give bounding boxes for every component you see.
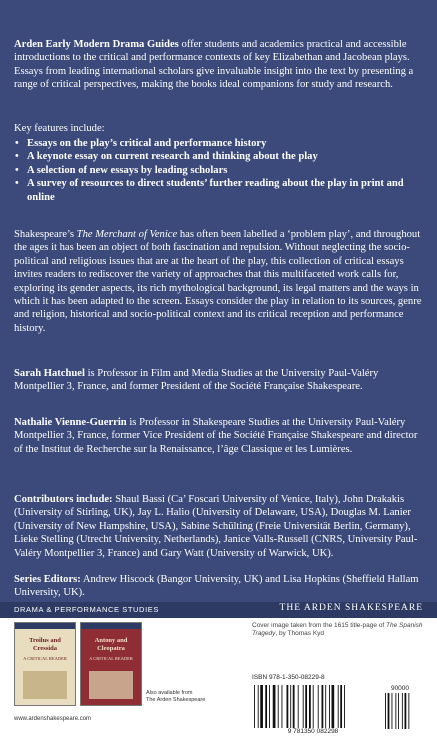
book-band — [15, 623, 75, 629]
intro-paragraph — [14, 38, 426, 92]
book-title: Antony and Cleopatra — [94, 637, 128, 652]
credit-text-after: , by Thomas Kyd — [275, 630, 325, 637]
author-bio-text: is Professor in Film and Media Studies at the University Paul-Valéry Montpellier 3, France, and former President of the Société Française Shakespeare. — [14, 368, 379, 393]
features-list — [14, 137, 426, 204]
credit-text-before: Cover image taken from the 1615 title-page of — [252, 622, 387, 629]
publisher-name: THE ARDEN SHAKESPEARE — [279, 603, 423, 613]
features-heading-text: Key features include: — [14, 123, 105, 134]
feature-item — [14, 177, 426, 204]
feature-text: A keynote essay on current research and thinking about the play — [27, 151, 318, 163]
also-available-line1: Also available from — [146, 690, 193, 696]
cover-credit — [252, 622, 427, 638]
bullet-icon: • — [15, 138, 19, 149]
features-heading — [14, 122, 426, 135]
intro-text: offer students and academics practical and accessible introductions to the critical and performance contexts of key Elizabethan and Jacobean plays. Essays from leading international scholars give invaluable insight into the text by presenting a range of critical perspectives, making the books ideal companions for study and research. — [14, 39, 414, 91]
credit-title: The Spanish Tragedy — [252, 622, 423, 637]
bullet-icon: • — [15, 164, 19, 176]
author-name: Nathalie Vienne-Guerrin — [14, 417, 127, 428]
contributors-label: Contributors include: — [14, 494, 113, 505]
book-band — [81, 623, 141, 629]
series-editors-paragraph — [14, 573, 426, 600]
series-category-label: DRAMA & PERFORMANCE STUDIES — [14, 605, 159, 614]
book-illustration — [89, 671, 133, 699]
also-available-line2: The Arden Shakespeare — [146, 697, 206, 703]
barcode-number: 9 781350 082298 — [252, 728, 374, 735]
book-cover-antony — [80, 622, 142, 706]
feature-text: A survey of resources to direct students’ further reading about the play in print and online — [27, 178, 404, 203]
feature-item — [14, 164, 426, 177]
author-bio-hatchuel — [14, 367, 426, 394]
author-name: Sarah Hatchuel — [14, 368, 85, 379]
website-link: www.ardenshakespeare.com — [14, 716, 92, 722]
bullet-icon: • — [15, 151, 19, 163]
barcode-bars — [254, 685, 345, 729]
feature-item — [14, 137, 426, 150]
book-subtitle: A CRITICAL READER — [89, 656, 133, 661]
description-text-before: Shakespeare’s — [14, 229, 77, 240]
editors-label: Series Editors: — [14, 574, 81, 585]
contributors-paragraph — [14, 493, 426, 560]
feature-text: Essays on the play’s critical and performance history — [27, 138, 267, 149]
feature-text: A selection of new essays by leading scholars — [27, 164, 228, 176]
contributors-text: Shaul Bassi (Ca’ Foscari University of Venice, Italy), John Drakakis (University of Stirling, UK), Jay L. Halio (University of Delaware, USA), Douglas M. Lanier (University of New Hampshire, USA), Sabine Schülting (Freie Universität Berlin, Germany), Lieke Stelling (Utrecht University, Netherlands), Janice Valls-Russell (CNRS, University Paul-Valéry Montpellier 3, France) and Gary Watt (University of Warwick, UK). — [14, 494, 418, 559]
isbn-label: ISBN 978-1-350-08229-8 — [252, 674, 325, 681]
book-subtitle: A CRITICAL READER — [23, 656, 67, 661]
editors-text: Andrew Hiscock (Bangor University, UK) and Lisa Hopkins (Sheffield Hallam University, UK). — [14, 574, 419, 599]
book-cover-troilus — [14, 622, 76, 706]
book-title: Troilus and Cressida — [29, 637, 61, 652]
description-text-after: has often been labelled a ‘problem play’, and throughout the ages it has been an object of both fascination and repulsion. Without neglecting the socio-political and religious issues that are at the heart of the play, this collection of critical essays invites readers to rediscover the variety of approaches that this multifaceted work calls for, exploring its gender aspects, its rich mythological background, its legal matters and the ways in which it has been adapted to the screen. Essays consider the play in relation to its sources, genre and religion, historical and socio-political context and its critical reception and performance history. — [14, 229, 422, 334]
barcode-addon-bars — [385, 693, 409, 729]
bullet-icon: • — [15, 178, 19, 190]
also-available-text — [146, 690, 205, 704]
barcode-addon-number: 90000 — [390, 685, 410, 692]
book-illustration — [23, 671, 67, 699]
series-name: Arden Early Modern Drama Guides — [14, 39, 179, 50]
feature-item — [14, 150, 426, 163]
play-title: The Merchant of Venice — [76, 229, 178, 240]
author-bio-vienne-guerrin — [14, 416, 426, 456]
author-bio-text: is Professor in Shakespeare Studies at the University Paul-Valéry Montpellier 3, France, former Vice President of the Société Française Shakespeare and director of the Institut de Recherche sur la Renaissance, l’âge Classique et les Lumières. — [14, 417, 418, 455]
description-paragraph — [14, 228, 426, 335]
